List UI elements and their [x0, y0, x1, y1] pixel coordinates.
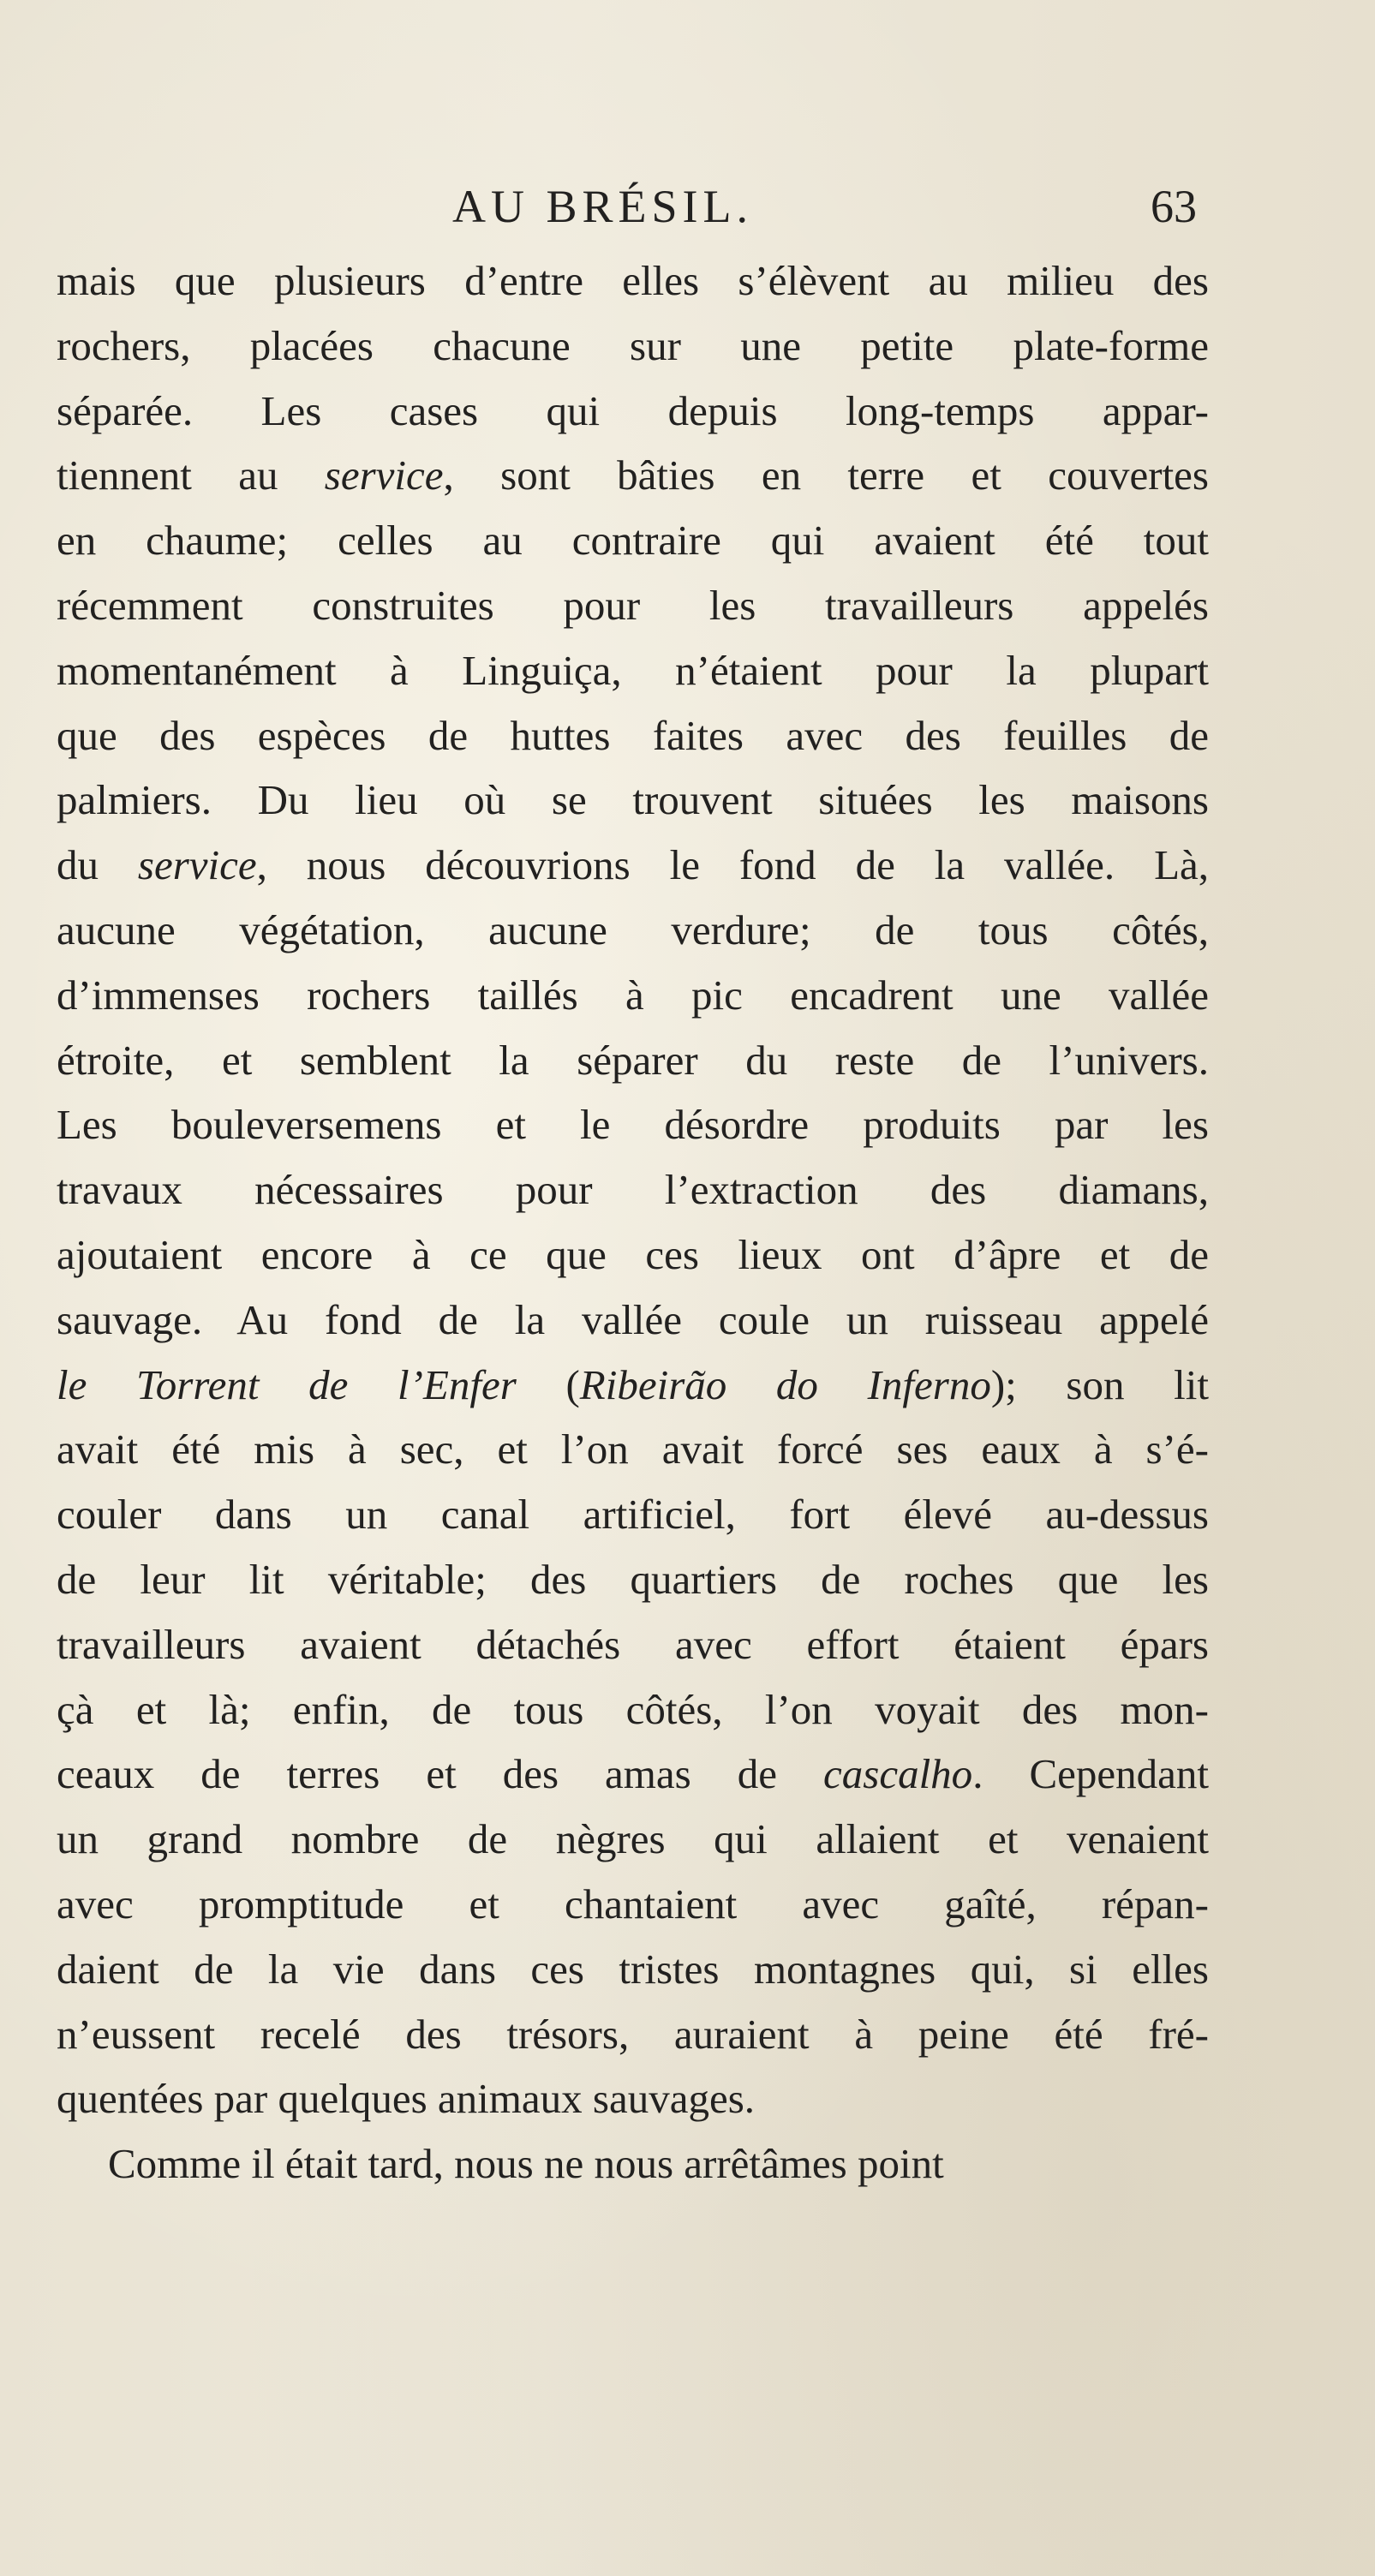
text-line: aucune végétation, aucune verdure; de tous côtés,: [57, 905, 1209, 953]
text-line: un grand nombre de nègres qui allaient et venaient: [57, 1815, 1209, 1863]
text-line: ajoutaient encore à ce que ces lieux ont d’âpre et de: [57, 1230, 1209, 1278]
page-number: 63: [1151, 181, 1197, 232]
text-line: rochers, placées chacune sur une petite plate-forme: [57, 321, 1209, 369]
text-line: quentées par quelques animaux sauvages.: [57, 2075, 756, 2123]
text-line: du service, nous découvrions le fond de la vallée. Là,: [57, 841, 1209, 889]
running-title: AU BRÉSIL.: [452, 181, 754, 232]
text-line: que des espèces de huttes faites avec des feuilles de: [57, 711, 1209, 759]
text-line: travaux nécessaires pour l’extraction des diamans,: [57, 1166, 1209, 1214]
text-line: sauvage. Au fond de la vallée coule un ruisseau appelé: [57, 1295, 1209, 1343]
text-line: couler dans un canal artificiel, fort élevé au-dessus: [57, 1491, 1209, 1539]
text-line: étroite, et semblent la séparer du reste de l’univers.: [57, 1036, 1209, 1084]
text-line: de leur lit véritable; des quartiers de roches que les: [57, 1555, 1209, 1603]
text-line: Comme il était tard, nous ne nous arrêtâmes point: [108, 2140, 944, 2188]
text-line: çà et là; enfin, de tous côtés, l’on voyait des mon-: [57, 1685, 1209, 1733]
text-line: récemment construites pour les travailleurs appelés: [57, 581, 1209, 629]
text-line: ceaux de terres et des amas de cascalho. Cependant: [57, 1750, 1209, 1798]
text-line: avec promptitude et chantaient avec gaîté, répan-: [57, 1880, 1209, 1928]
text-line: daient de la vie dans ces tristes montagnes qui, si elles: [57, 1945, 1209, 1993]
text-line: avait été mis à sec, et l’on avait forcé ses eaux à s’é-: [57, 1425, 1209, 1473]
text-line: n’eussent recelé des trésors, auraient à peine été fré-: [57, 2010, 1209, 2058]
text-line: palmiers. Du lieu où se trouvent situées les maisons: [57, 776, 1209, 824]
page-header: [0, 170, 1375, 247]
text-line: travailleurs avaient détachés avec effort étaient épars: [57, 1620, 1209, 1668]
text-line: tiennent au service, sont bâties en terre et couvertes: [57, 451, 1209, 499]
text-line: séparée. Les cases qui depuis long-temps appar-: [57, 386, 1209, 434]
text-line: le Torrent de l’Enfer (Ribeirão do Inferno); son lit: [57, 1360, 1209, 1408]
text-line: Les bouleversemens et le désordre produits par les: [57, 1101, 1209, 1149]
body-text: [57, 248, 1209, 2196]
text-line: d’immenses rochers taillés à pic encadrent une vallée: [57, 971, 1209, 1019]
text-line: momentanément à Linguiça, n’étaient pour la plupart: [57, 646, 1209, 694]
text-line: mais que plusieurs d’entre elles s’élèvent au milieu des: [57, 257, 1209, 304]
text-line: en chaume; celles au contraire qui avaient été tout: [57, 517, 1209, 565]
